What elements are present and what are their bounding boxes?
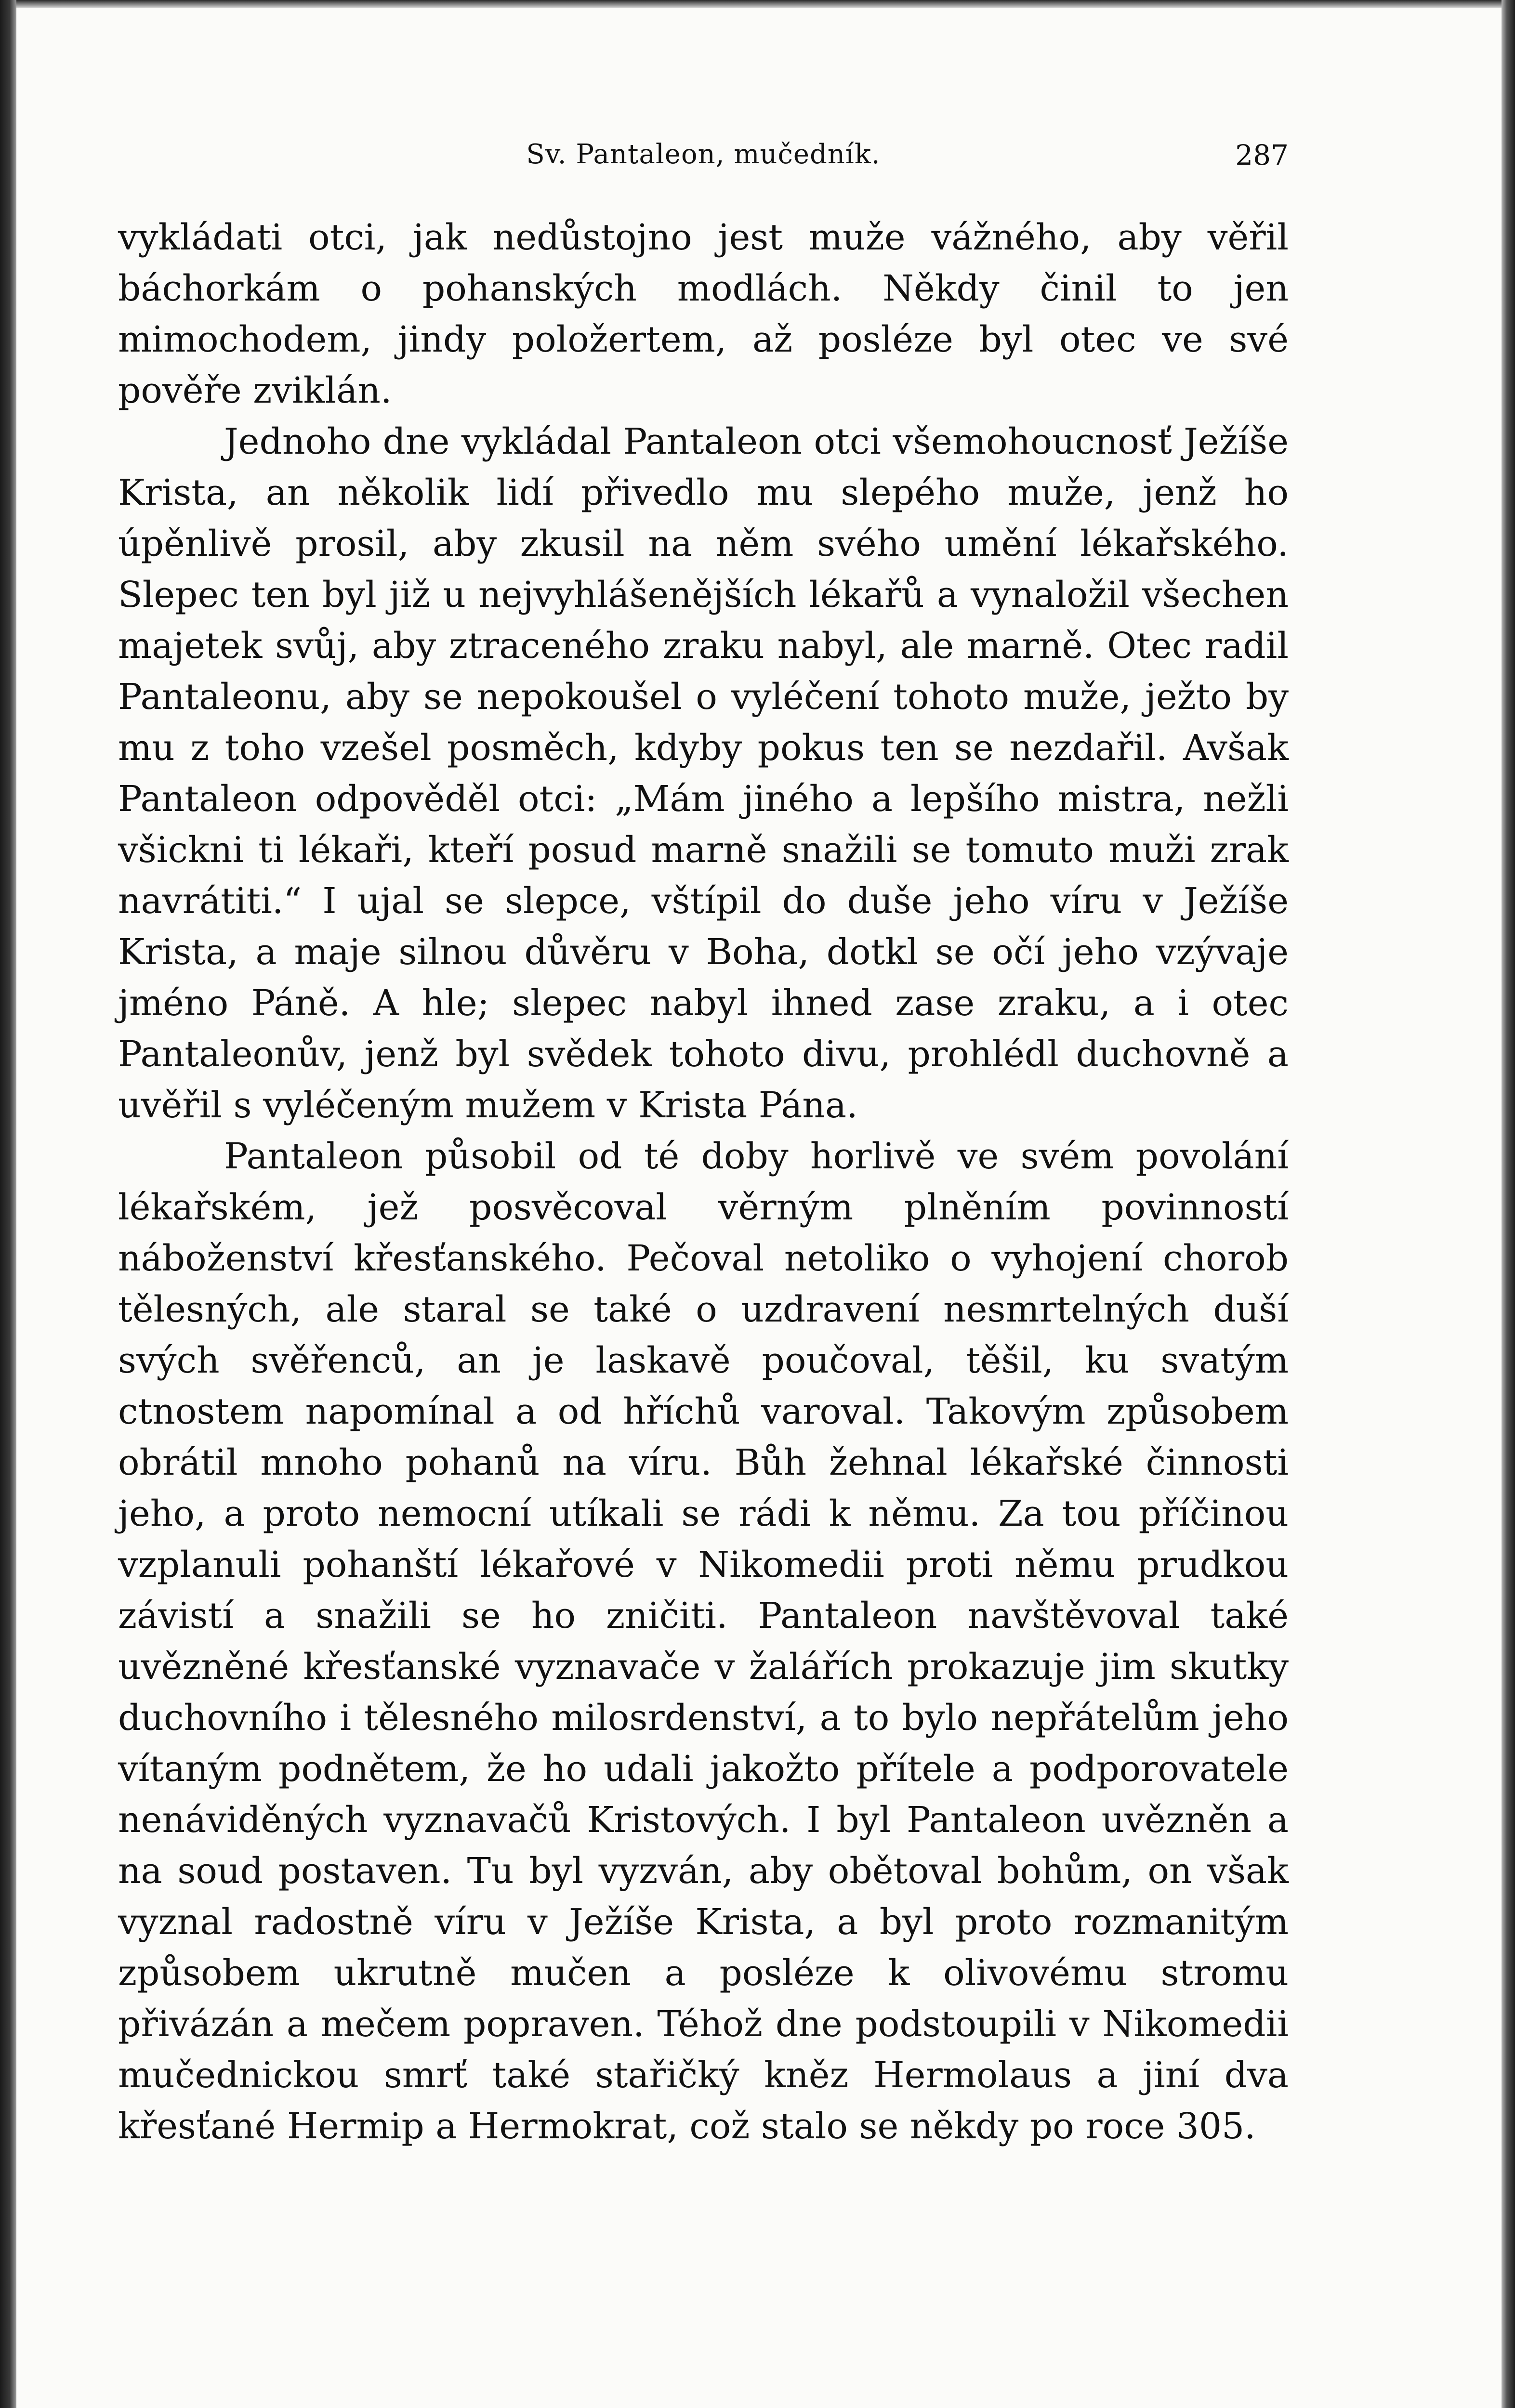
page-header xyxy=(118,130,1289,188)
body-text xyxy=(118,212,1289,2152)
paragraph: vykládati otci, jak nedůstojno jest muže vážného, aby věřil báchorkám o pohanských modlách. Někdy činil to jen mimochodem, jindy položertem, až posléze byl otec ve své pověře zviklán. xyxy=(118,217,1289,411)
paragraph: Jednoho dne vykládal Pantaleon otci všemohoucnosť Ježíše Krista, an několik lidí přivedlo mu slepého muže, jenž ho úpěnlivě prosil, aby zkusil na něm svého umění lékařského. Slepec ten byl již u nejvyhlášenějších lékařů a vynaložil všechen majetek svůj, aby ztraceného zraku nabyl, ale marně. Otec radil Pantaleonu, aby se nepokoušel o vyléčení tohoto muže, ježto by mu z toho vzešel posměch, kdyby pokus ten se nezdařil. Avšak Pantaleon odpověděl otci: „Mám jiného a lepšího mistra, nežli všickni ti lékaři, kteří posud marně snažili se tomuto muži zrak navrátiti.“ I ujal se slepce, vštípil do duše jeho víru v Ježíše Krista, a maje silnou důvěru v Boha, dotkl se očí jeho vzývaje jméno Páně. A hle; slepec nabyl ihned zase zraku, a i otec Pantaleonův, jenž byl svědek tohoto divu, prohlédl duchovně a uvěřil s vyléčeným mužem v Krista Pána. xyxy=(118,421,1289,1126)
scan-edge-right xyxy=(1502,0,1515,2408)
scan-edge-left xyxy=(0,0,16,2408)
page-number: 287 xyxy=(1235,139,1289,171)
running-title: Sv. Pantaleon, mučedník. xyxy=(526,139,881,170)
paragraph: Pantaleon působil od té doby horlivě ve svém povolání lékařském, jež posvěcoval věrným plněním povinností náboženství křesťanského. Pečoval netoliko o vyhojení chorob tělesných, ale staral se také o uzdravení nesmrtelných duší svých svěřenců, an je laskavě poučoval, těšil, ku svatým ctnostem napomínal a od hříchů varoval. Takovým způsobem obrátil mnoho pohanů na víru. Bůh žehnal lékařské činnosti jeho, a proto nemocní utíkali se rádi k němu. Za tou příčinou vzplanuli pohanští lékařové v Nikomedii proti němu prudkou závistí a snažili se ho zničiti. Pantaleon navštěvoval také uvězněné křesťanské vyznavače v žalářích prokazuje jim skutky duchovního i tělesného milosrdenství, a to bylo nepřátelům jeho vítaným podnětem, že ho udali jakožto přítele a podporovatele nenáviděných vyznavačů Kristových. I byl Pantaleon uvězněn a na soud postaven. Tu byl vyzván, aby obětoval bohům, on však vyznal radostně víru v Ježíše Krista, a byl proto rozmanitým způsobem ukrutně mučen a posléze k olivovému stromu přivázán a mečem popraven. Téhož dne podstoupili v Nikomedii mučednickou smrť také stařičký kněz Hermolaus a jiní dva křesťané Hermip a Hermokrat, což stalo se někdy po roce 305. xyxy=(118,1136,1289,2147)
scan-edge-top xyxy=(0,0,1515,8)
